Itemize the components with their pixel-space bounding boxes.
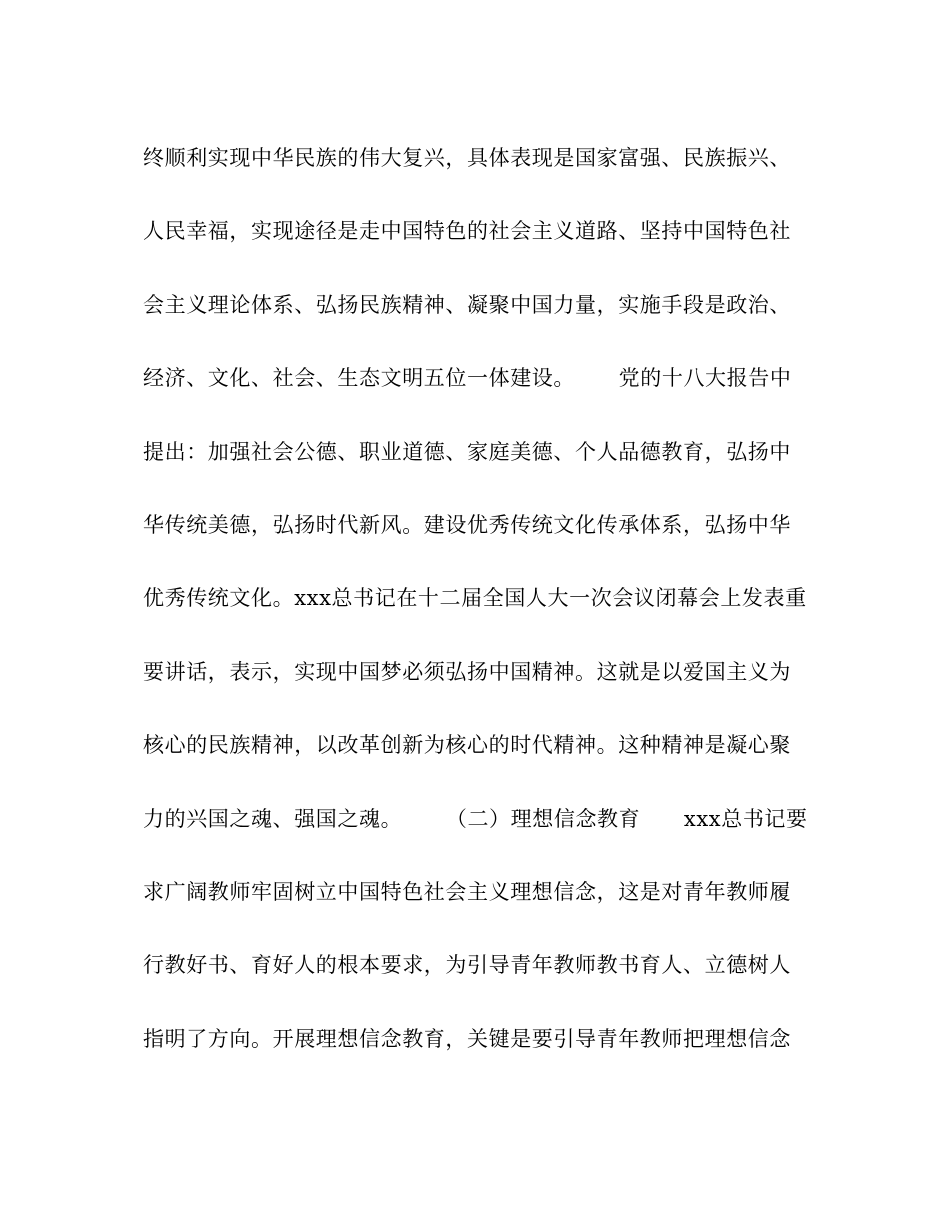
text-line: 要讲话，表示，实现中国梦必须弘扬中国精神。这就是以爱国主义为	[143, 659, 791, 684]
text-line: 提出：加强社会公德、职业道德、家庭美德、个人品德教育，弘扬中	[143, 439, 791, 464]
text-line: 华传统美德，弘扬时代新风。建设优秀传统文化传承体系，弘扬中华	[143, 512, 791, 537]
text-line: 核心的民族精神，以改革创新为核心的时代精神。这种精神是凝心聚	[143, 733, 791, 758]
text-line: 力的兴国之魂、强国之魂。 （二）理想信念教育 xxx总书记要	[143, 806, 808, 831]
text-line: 求广阔教师牢固树立中国特色社会主义理想信念，这是对青年教师履	[143, 879, 791, 904]
text-line: 指明了方向。开展理想信念教育，关键是要引导青年教师把理想信念	[143, 1026, 791, 1051]
body-text	[143, 136, 823, 1090]
text-line: 会主义理论体系、弘扬民族精神、凝聚中国力量，实施手段是政治、	[143, 292, 791, 317]
text-line: 经济、文化、社会、生态文明五位一体建设。 党的十八大报告中	[143, 366, 792, 391]
text-line: 终顺利实现中华民族的伟大复兴，具体表现是国家富强、民族振兴、	[143, 146, 791, 170]
text-line: 优秀传统文化。xxx总书记在十二届全国人大一次会议闭幕会上发表重	[143, 586, 807, 611]
text-line: 行教好书、育好人的根本要求，为引导青年教师教书育人、立德树人	[143, 953, 791, 978]
text-line: 人民幸福，实现途径是走中国特色的社会主义道路、坚持中国特色社	[143, 219, 791, 244]
